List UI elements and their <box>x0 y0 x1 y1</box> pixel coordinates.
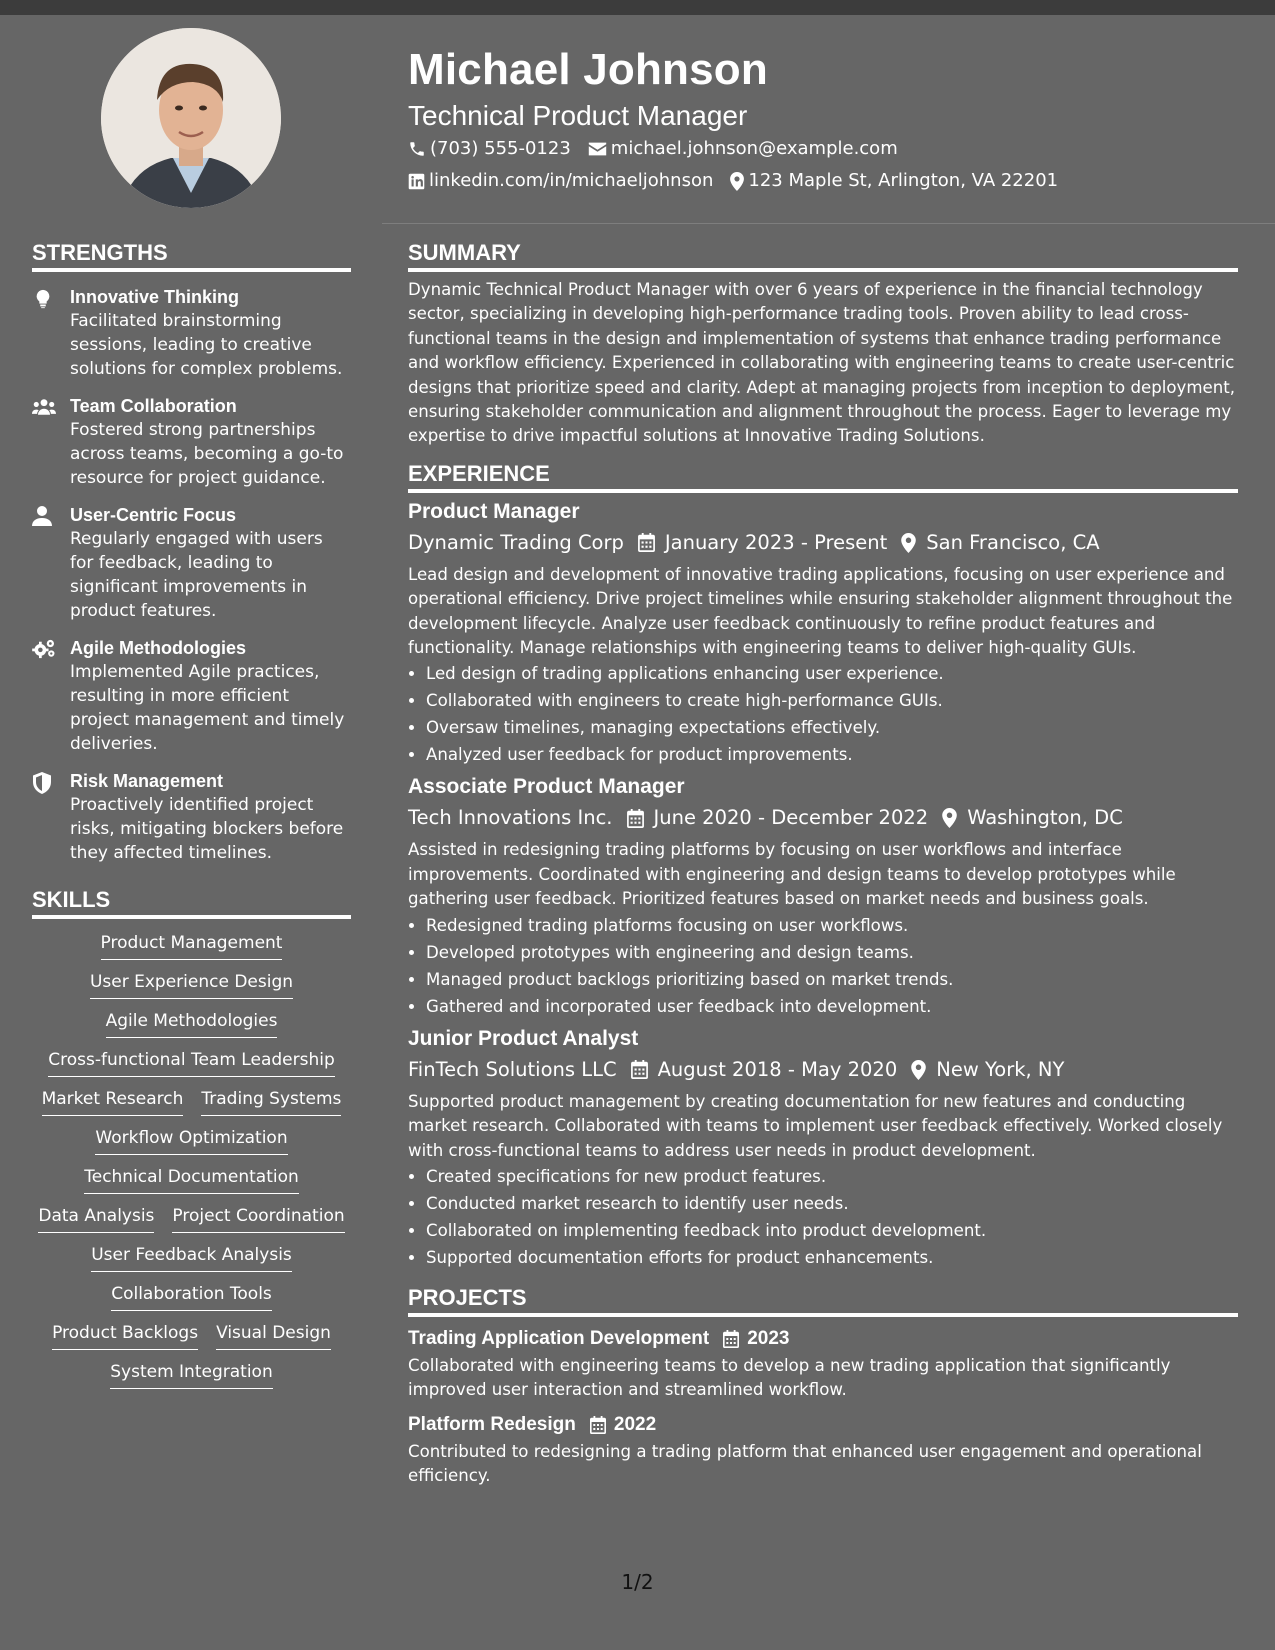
job-company: Tech Innovations Inc. <box>408 806 613 830</box>
summary-heading: SUMMARY <box>408 240 1238 272</box>
job-description: Assisted in redesigning trading platforms by focusing on user workflows and interface improvements. Coordinated with engineering and design teams to develop prototypes while gathering user feedback. Prioritized features based on market needs and business goals. <box>408 840 1176 909</box>
map-marker-icon <box>730 172 744 191</box>
candidate-title: Technical Product Manager <box>408 100 748 131</box>
job-meta <box>408 1055 1238 1085</box>
bullet-item: • Analyzed user feedback for product improvements. <box>426 741 1238 768</box>
strength-description: Fostered strong partnerships across teams, becoming a go-to resource for project guidance. <box>70 420 344 488</box>
project-year: 2022 <box>613 1413 657 1435</box>
top-bar <box>0 0 1275 15</box>
calendar-icon <box>723 1330 739 1348</box>
skill-row <box>32 1321 351 1350</box>
skill-row <box>32 1126 351 1155</box>
linkedin-contact[interactable] <box>408 165 713 197</box>
users-icon <box>32 397 56 417</box>
skills-list <box>32 931 351 1389</box>
bullet-item: • Supported documentation efforts for product enhancements. <box>426 1244 1238 1271</box>
project-description: Contributed to redesigning a trading platform that enhanced user engagement and operational efficiency. <box>408 1441 1202 1486</box>
job-entry <box>408 773 1238 1019</box>
strength-title: Risk Management <box>70 771 224 791</box>
job-location: Washington, DC <box>967 806 1123 830</box>
address-contact <box>730 165 1058 197</box>
bullet-item: • Collaborated with engineers to create high-performance GUIs. <box>426 687 1238 714</box>
project-title: Platform Redesign <box>408 1413 576 1435</box>
header-divider <box>382 223 1275 224</box>
job-title: Product Manager <box>408 499 580 523</box>
job-bullets <box>408 660 1238 768</box>
skill-tag: Workflow Optimization <box>95 1126 287 1155</box>
project-year: 2023 <box>747 1327 790 1349</box>
skill-row <box>32 1087 351 1116</box>
skill-tag: System Integration <box>110 1360 272 1389</box>
bullet-item: • Conducted market research to identify user needs. <box>426 1190 1238 1217</box>
job-dates: January 2023 - Present <box>664 530 888 554</box>
strength-title: Agile Methodologies <box>70 638 247 658</box>
phone-contact[interactable] <box>408 133 571 165</box>
strengths-heading: STRENGTHS <box>32 240 351 272</box>
page-indicator: 1/2 <box>621 1570 654 1594</box>
job-entry <box>408 498 1238 769</box>
left-column <box>32 240 351 1389</box>
project-header <box>408 1325 1238 1353</box>
job-description: Supported product management by creating documentation for new features and conducting market research. Collaborated with teams to implement user feedback effectively. Worked closely with cross-functional teams to address user needs in product development. <box>408 1091 1223 1160</box>
project-entry <box>408 1325 1238 1403</box>
skill-row <box>32 1204 351 1233</box>
candidate-name: Michael Johnson <box>408 45 768 94</box>
job-title: Junior Product Analyst <box>408 1026 639 1050</box>
strength-item <box>32 636 351 756</box>
contact-row-2 <box>408 165 1248 197</box>
user-icon <box>32 506 52 526</box>
skill-tag: Market Research <box>42 1087 184 1116</box>
strength-title: User-Centric Focus <box>70 505 237 525</box>
job-description: Lead design and development of innovative trading applications, focusing on user experience and operational efficiency. Drive project timelines while ensuring stakeholder alignment throughout the development lifecycle. Analyze user feedback continuously to refine product features and functionality. Manage relationships with engineering teams to deliver high-quality GUIs. <box>408 564 1233 658</box>
bullet-item: • Managed product backlogs prioritizing based on market trends. <box>426 966 1238 993</box>
shield-icon <box>32 772 52 794</box>
bullet-item: • Gathered and incorporated user feedback into development. <box>426 993 1238 1020</box>
resume-header <box>408 40 1248 197</box>
skill-row <box>32 1243 351 1272</box>
email-contact[interactable] <box>588 133 898 165</box>
strength-item <box>32 285 351 381</box>
job-bullets <box>408 1163 1238 1271</box>
skill-tag: Product Management <box>101 931 283 960</box>
phone-text: (703) 555-0123 <box>430 138 571 159</box>
lightbulb-icon <box>32 288 54 310</box>
experience-heading: EXPERIENCE <box>408 461 1238 493</box>
skill-row <box>32 1009 351 1038</box>
calendar-icon <box>627 809 644 828</box>
skill-tag: Agile Methodologies <box>106 1009 278 1038</box>
skill-row <box>32 1360 351 1389</box>
strength-item <box>32 503 351 623</box>
bullet-item: • Oversaw timelines, managing expectations effectively. <box>426 714 1238 741</box>
strength-item <box>32 394 351 490</box>
skill-tag: Trading Systems <box>201 1087 341 1116</box>
email-text: michael.johnson@example.com <box>610 138 898 159</box>
contact-row-1 <box>408 133 1248 165</box>
map-marker-icon <box>911 1060 926 1080</box>
skill-tag: Cross-functional Team Leadership <box>48 1048 335 1077</box>
calendar-icon <box>590 1416 606 1434</box>
job-meta <box>408 803 1238 833</box>
bullet-item: • Led design of trading applications enhancing user experience. <box>426 660 1238 687</box>
strength-item <box>32 769 351 865</box>
strength-title: Innovative Thinking <box>70 287 240 307</box>
job-meta <box>408 528 1238 558</box>
map-marker-icon <box>901 533 916 553</box>
skills-heading: SKILLS <box>32 887 351 919</box>
job-bullets <box>408 912 1238 1020</box>
strength-description: Implemented Agile practices, resulting in more efficient project management and timely deliveries. <box>70 662 345 754</box>
project-title: Trading Application Development <box>408 1327 710 1349</box>
strength-description: Proactively identified project risks, mitigating blockers before they affected timelines. <box>70 795 344 863</box>
job-location: New York, NY <box>936 1057 1065 1081</box>
skill-tag: Product Backlogs <box>52 1321 198 1350</box>
skill-row <box>32 1165 351 1194</box>
job-title: Associate Product Manager <box>408 775 685 799</box>
skill-tag: Project Coordination <box>172 1204 344 1233</box>
skill-tag: User Feedback Analysis <box>91 1243 292 1272</box>
skill-tag: Data Analysis <box>38 1204 154 1233</box>
calendar-icon <box>638 533 655 552</box>
strength-description: Regularly engaged with users for feedback, leading to significant improvements in product features. <box>70 529 323 621</box>
project-header <box>408 1411 1238 1439</box>
address-text: 123 Maple St, Arlington, VA 22201 <box>748 170 1059 191</box>
job-entry <box>408 1025 1238 1271</box>
projects-heading: PROJECTS <box>408 1285 1238 1317</box>
bullet-item: • Created specifications for new product features. <box>426 1163 1238 1190</box>
project-entry <box>408 1411 1238 1489</box>
bullet-item: • Collaborated on implementing feedback into product development. <box>426 1217 1238 1244</box>
job-company: FinTech Solutions LLC <box>408 1057 617 1081</box>
calendar-icon <box>631 1060 648 1079</box>
skill-row <box>32 1048 351 1077</box>
profile-photo <box>101 28 281 208</box>
skill-row <box>32 1282 351 1311</box>
strength-description: Facilitated brainstorming sessions, leading to creative solutions for complex problems. <box>70 311 343 379</box>
envelope-icon <box>588 141 607 157</box>
linkedin-icon <box>408 173 425 190</box>
skill-tag: User Experience Design <box>90 970 293 999</box>
job-location: San Francisco, CA <box>926 530 1100 554</box>
strengths-list <box>32 285 351 865</box>
job-company: Dynamic Trading Corp <box>408 530 624 554</box>
project-description: Collaborated with engineering teams to develop a new trading application that significantly improved user interaction and streamlined workflow. <box>408 1355 1171 1400</box>
summary-text: Dynamic Technical Product Manager with over 6 years of experience in the financial technology sector, specializing in developing high-performance trading tools. Proven ability to lead cross-functional teams in the design and implementation of systems that enhance trading performance and workflow efficiency. Experienced in collaborating with engineering teams to create user-centric designs that prioritize speed and clarity. Adept at managing projects from inception to deployment, ensuring stakeholder communication and alignment throughout the process. Eager to leverage my expertise to drive impactful solutions at Innovative Trading Solutions. <box>408 280 1236 446</box>
strength-title: Team Collaboration <box>70 396 237 416</box>
job-dates: August 2018 - May 2020 <box>657 1057 898 1081</box>
right-column <box>408 240 1238 1489</box>
skill-tag: Technical Documentation <box>84 1165 299 1194</box>
skill-row <box>32 970 351 999</box>
map-marker-icon <box>942 808 957 828</box>
skill-tag: Collaboration Tools <box>111 1282 272 1311</box>
cogs-icon <box>32 639 56 659</box>
phone-icon <box>408 140 426 158</box>
linkedin-text: linkedin.com/in/michaeljohnson <box>429 170 714 191</box>
bullet-item: • Developed prototypes with engineering and design teams. <box>426 939 1238 966</box>
bullet-item: • Redesigned trading platforms focusing on user workflows. <box>426 912 1238 939</box>
skill-tag: Visual Design <box>216 1321 331 1350</box>
job-dates: June 2020 - December 2022 <box>653 806 929 830</box>
skill-row <box>32 931 351 960</box>
